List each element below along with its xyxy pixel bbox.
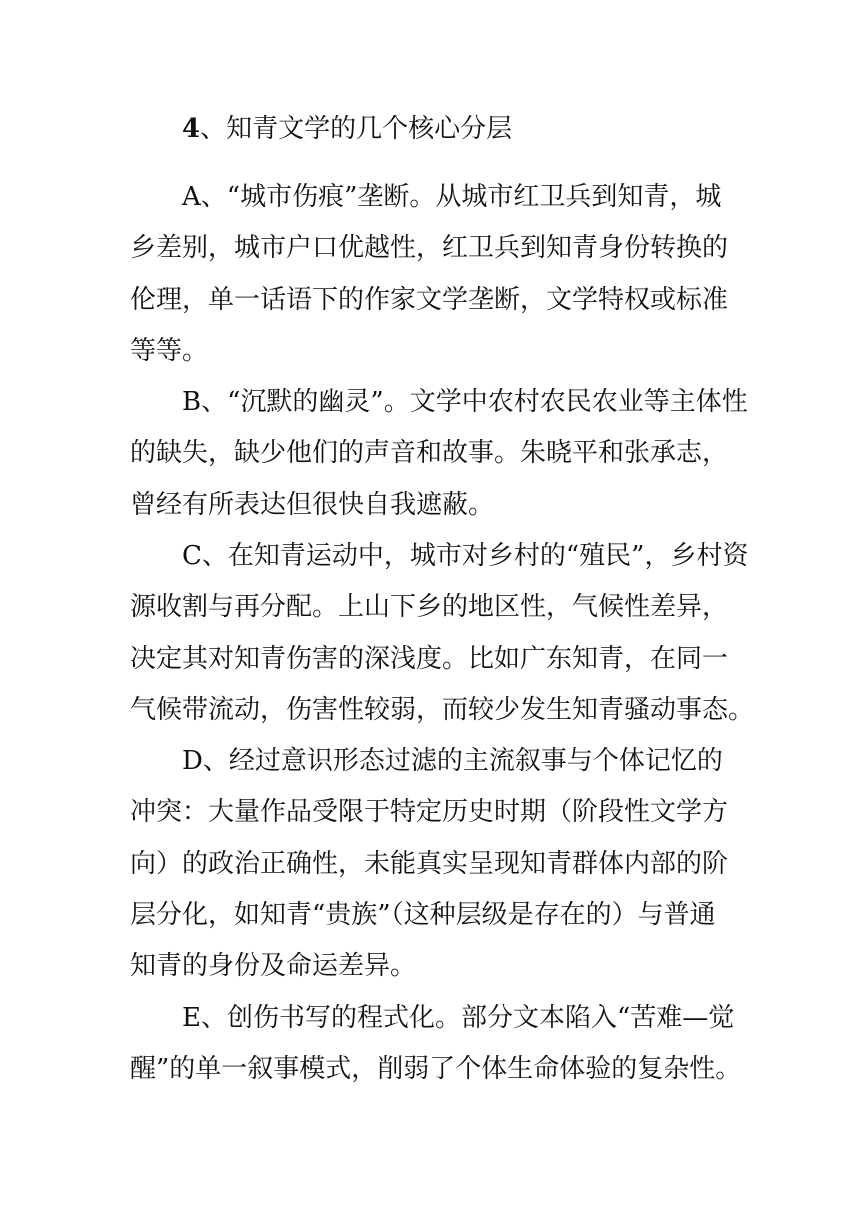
paragraph-line: 醒”的单一叙事模式，削弱了个体生命体验的复杂性。 xyxy=(130,1054,742,1085)
paragraph-line: 冲突：大量作品受限于特定历史时期（阶段性文学方 xyxy=(130,797,729,828)
paragraph-line: 的缺失，缺少他们的声音和故事。朱晓平和张承志， xyxy=(130,438,729,469)
paragraph-line: 气候带流动，伤害性较弱，而较少发生知青骚动事态。 xyxy=(130,694,755,725)
paragraph-d xyxy=(130,736,736,992)
paragraph-line: 等等。 xyxy=(130,335,209,366)
paragraph-line: 伦理，单一话语下的作家文学垄断，文学特权或标准 xyxy=(130,284,729,315)
paragraph-line: A、“城市伤痕”垄断。从城市红卫兵到知青，城 xyxy=(182,182,722,212)
paragraph-line: C、在知青运动中，城市对乡村的“殖民”，乡村资 xyxy=(182,541,749,571)
paragraph-line: 知青的身份及命运差异。 xyxy=(130,951,417,982)
paragraph-line: 乡差别，城市户口优越性，红卫兵到知青身份转换的 xyxy=(130,233,729,264)
paragraph-b xyxy=(130,377,748,531)
paragraph-line: 层分化，如知青“贵族”（这种层级是存在的）与普通 xyxy=(130,899,716,930)
paragraph-line: 决定其对知青伤害的深浅度。比如广东知青，在同一 xyxy=(130,643,729,674)
paragraph-line: 向）的政治正确性，未能真实呈现知青群体内部的阶 xyxy=(130,848,729,879)
paragraph-a xyxy=(130,172,736,377)
paragraph-line: D、经过意识形态过滤的主流叙事与个体记忆的 xyxy=(182,746,723,776)
paragraph-line: 曾经有所表达但很快自我遮蔽。 xyxy=(130,489,495,520)
paragraph-e xyxy=(130,993,742,1096)
paragraph-line: 源收割与再分配。上山下乡的地区性，气候性差异， xyxy=(130,592,729,623)
section-title: 、知青文学的几个核心分层 xyxy=(200,114,513,144)
paragraph-line: B、“沉默的幽灵”。文学中农村农民农业等主体性 xyxy=(182,387,748,417)
section-heading xyxy=(182,104,512,154)
paragraph-line: E、创伤书写的程式化。部分文本陷入“苦难—觉 xyxy=(182,1003,735,1033)
section-number: 4 xyxy=(182,114,201,144)
paragraph-c xyxy=(130,531,755,736)
